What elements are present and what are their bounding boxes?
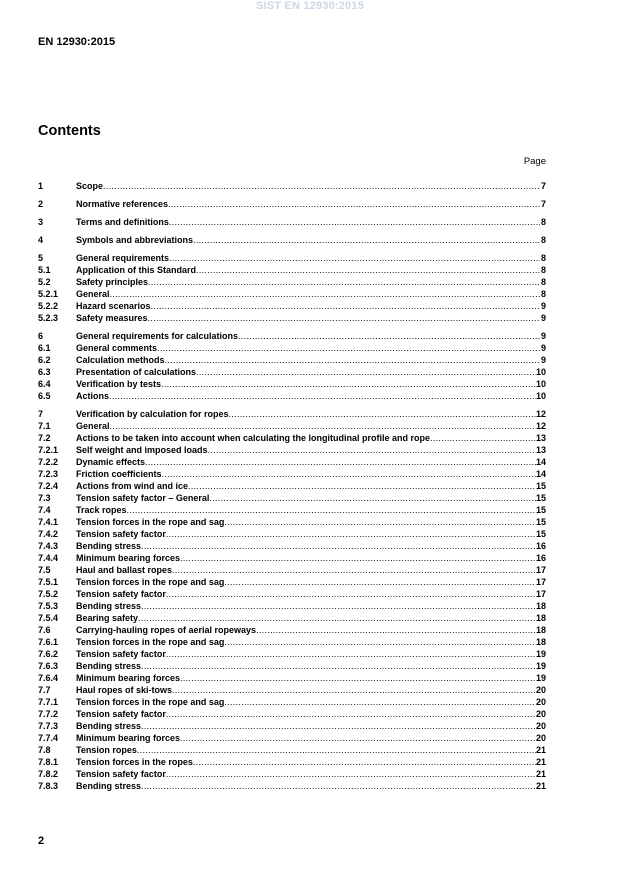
dot-leader — [157, 342, 540, 354]
toc-entry-title-wrap — [76, 420, 536, 432]
dot-leader — [180, 672, 536, 684]
dot-leader — [209, 492, 536, 504]
toc-entry-title: Verification by tests — [76, 379, 162, 389]
dot-leader — [224, 636, 536, 648]
toc-entry-number: 6.1 — [38, 343, 51, 353]
toc-entry-number: 7.2.1 — [38, 445, 59, 455]
toc-entry-title: Tension forces in the rope and sag — [76, 517, 225, 527]
toc-entry-page: 20 — [535, 697, 546, 707]
toc-entry-number: 7.4.3 — [38, 541, 59, 551]
toc-entry[interactable] — [38, 636, 546, 648]
toc-entry-page: 9 — [540, 331, 546, 341]
toc-entry-page: 13 — [535, 433, 546, 443]
toc-entry-page: 21 — [535, 769, 546, 779]
dot-leader — [138, 612, 536, 624]
toc-entry-title-wrap — [76, 684, 536, 696]
dot-leader — [166, 588, 536, 600]
toc-entry-page: 21 — [535, 745, 546, 755]
toc-entry-title: Bending stress — [76, 661, 142, 671]
toc-entry-number: 7.5.4 — [38, 613, 59, 623]
toc-entry-number: 7.2.3 — [38, 469, 59, 479]
toc-entry-title: General requirements — [76, 253, 170, 263]
toc-entry-title: Tension safety factor – General — [76, 493, 210, 503]
dot-leader — [110, 288, 540, 300]
toc-entry[interactable] — [38, 528, 546, 540]
dot-leader — [166, 768, 536, 780]
toc-entry-title: Safety measures — [76, 313, 148, 323]
dot-leader — [166, 648, 536, 660]
toc-entry-number: 7.4.1 — [38, 517, 59, 527]
toc-entry-page: 8 — [540, 277, 546, 287]
toc-entry-title-wrap — [76, 480, 536, 492]
toc-entry-number: 7.8 — [38, 745, 51, 755]
toc-entry-number: 5.2.3 — [38, 313, 59, 323]
toc-entry-title: Application of this Standard — [76, 265, 197, 275]
toc-entry-title: Bending stress — [76, 721, 142, 731]
dot-leader — [256, 624, 536, 636]
toc-entry[interactable] — [38, 576, 546, 588]
toc-entry-title: Safety principles — [76, 277, 149, 287]
toc-entry-page: 20 — [535, 685, 546, 695]
toc-entry-title: General — [76, 289, 110, 299]
toc-entry-page: 8 — [540, 253, 546, 263]
toc-entry[interactable] — [38, 660, 546, 672]
toc-entry-title: Carrying-hauling ropes of aerial ropeways — [76, 625, 257, 635]
toc-entry-title-wrap — [76, 312, 540, 324]
toc-entry-number: 7.8.2 — [38, 769, 59, 779]
toc-entry[interactable] — [38, 354, 546, 366]
toc-entry-number: 5.2.2 — [38, 301, 59, 311]
toc-entry[interactable] — [38, 300, 546, 312]
toc-entry-page: 20 — [535, 733, 546, 743]
toc-entry-page: 8 — [540, 235, 546, 245]
toc-entry-title-wrap — [76, 366, 536, 378]
dot-leader — [141, 600, 536, 612]
dot-leader — [103, 180, 540, 192]
toc-entry-page: 9 — [540, 301, 546, 311]
toc-entry-number: 7.7.2 — [38, 709, 59, 719]
toc-entry-title-wrap — [76, 408, 536, 420]
toc-entry-title-wrap — [76, 588, 536, 600]
toc-entry-title: General — [76, 421, 110, 431]
toc-entry-title: Tension safety factor — [76, 709, 166, 719]
toc-entry[interactable] — [38, 390, 546, 402]
toc-entry-number: 7.4.4 — [38, 553, 59, 563]
toc-entry-title: General comments — [76, 343, 158, 353]
toc-entry-title-wrap — [76, 444, 536, 456]
toc-entry-number: 7 — [38, 409, 44, 419]
page-title: Contents — [38, 123, 101, 139]
toc-entry-title-wrap — [76, 780, 536, 792]
dot-leader — [224, 576, 536, 588]
dot-leader — [141, 720, 536, 732]
toc-entry-number: 7.6.4 — [38, 673, 59, 683]
toc-entry-number: 5.1 — [38, 265, 51, 275]
toc-entry-title-wrap — [76, 528, 536, 540]
toc-entry-title-wrap — [76, 216, 540, 228]
toc-entry-title-wrap — [76, 576, 536, 588]
toc-entry-title-wrap — [76, 504, 536, 516]
toc-entry-title-wrap — [76, 744, 536, 756]
toc-entry[interactable] — [38, 468, 546, 480]
toc-entry-number: 6 — [38, 331, 44, 341]
toc-entry-title-wrap — [76, 330, 540, 342]
toc-entry-title: Tension safety factor — [76, 589, 166, 599]
document-id: EN 12930:2015 — [38, 36, 116, 48]
toc-entry-number: 7.7.1 — [38, 697, 59, 707]
toc-entry-page: 17 — [535, 565, 546, 575]
toc-entry-number: 7.6.1 — [38, 637, 59, 647]
dot-leader — [137, 744, 536, 756]
toc-entry[interactable] — [38, 378, 546, 390]
toc-entry[interactable] — [38, 312, 546, 324]
toc-entry-page: 15 — [535, 481, 546, 491]
toc-entry-number: 5 — [38, 253, 44, 263]
dot-leader — [224, 516, 536, 528]
toc-entry-page: 15 — [535, 493, 546, 503]
toc-entry[interactable] — [38, 342, 546, 354]
toc-entry-title: Tension forces in the rope and sag — [76, 697, 225, 707]
toc-entry-title: Haul ropes of ski-tows — [76, 685, 173, 695]
toc-entry[interactable] — [38, 216, 546, 228]
toc-entry-page: 16 — [535, 541, 546, 551]
dot-leader — [127, 504, 536, 516]
toc-entry-number: 5.2.1 — [38, 289, 59, 299]
dot-leader — [180, 732, 536, 744]
toc-entry-title: Symbols and abbreviations — [76, 235, 194, 245]
dot-leader — [168, 198, 540, 210]
toc-entry[interactable] — [38, 492, 546, 504]
page-number: 2 — [38, 835, 45, 847]
toc-entry-title-wrap — [76, 390, 536, 402]
toc-entry[interactable] — [38, 780, 546, 792]
toc-entry-title: Normative references — [76, 199, 169, 209]
toc-entry-title-wrap — [76, 180, 540, 192]
toc-entry-number: 6.3 — [38, 367, 51, 377]
dot-leader — [109, 390, 536, 402]
toc-entry-page: 14 — [535, 469, 546, 479]
toc-entry[interactable] — [38, 180, 546, 192]
toc-entry-number: 7.1 — [38, 421, 51, 431]
toc-entry-title: Bending stress — [76, 781, 142, 791]
dot-leader — [193, 234, 540, 246]
toc-entry-number: 7.6 — [38, 625, 51, 635]
toc-entry[interactable] — [38, 234, 546, 246]
toc-entry-number: 7.7.4 — [38, 733, 59, 743]
toc-entry-title-wrap — [76, 354, 540, 366]
page-column-header: Page — [523, 156, 546, 167]
toc-entry[interactable] — [38, 432, 546, 444]
toc-entry[interactable] — [38, 672, 546, 684]
toc-entry-number: 7.8.3 — [38, 781, 59, 791]
toc-entry-title-wrap — [76, 768, 536, 780]
toc-entry-title: Calculation methods — [76, 355, 165, 365]
toc-entry[interactable] — [38, 276, 546, 288]
dot-leader — [110, 420, 536, 432]
toc-entry[interactable] — [38, 264, 546, 276]
toc-entry-title-wrap — [76, 540, 536, 552]
toc-entry-number: 7.6.3 — [38, 661, 59, 671]
dot-leader — [141, 780, 536, 792]
dot-leader — [148, 276, 540, 288]
toc-entry-title: Actions — [76, 391, 110, 401]
toc-entry-title: Tension forces in the rope and sag — [76, 637, 225, 647]
toc-entry-title: Presentation of calculations — [76, 367, 197, 377]
toc-entry-title-wrap — [76, 276, 540, 288]
toc-entry-title-wrap — [76, 636, 536, 648]
toc-entry-title: Dynamic effects — [76, 457, 146, 467]
toc-entry-number: 7.2.4 — [38, 481, 59, 491]
toc-entry-page: 18 — [535, 601, 546, 611]
toc-entry[interactable] — [38, 756, 546, 768]
toc-entry-number: 7.5.2 — [38, 589, 59, 599]
toc-entry-number: 7.2 — [38, 433, 51, 443]
dot-leader — [166, 528, 536, 540]
toc-entry-title-wrap — [76, 288, 540, 300]
dot-leader — [430, 432, 536, 444]
toc-entry-title-wrap — [76, 756, 536, 768]
toc-entry-title-wrap — [76, 612, 536, 624]
toc-entry-title: Bearing safety — [76, 613, 139, 623]
toc-entry[interactable] — [38, 552, 546, 564]
toc-entry-title: Tension forces in the ropes — [76, 757, 193, 767]
toc-entry-page: 20 — [535, 709, 546, 719]
toc-entry-page: 9 — [540, 343, 546, 353]
toc-entry[interactable] — [38, 708, 546, 720]
toc-entry-number: 7.8.1 — [38, 757, 59, 767]
toc-entry-title-wrap — [76, 552, 536, 564]
toc-entry-title: Tension ropes — [76, 745, 137, 755]
toc-entry-page: 10 — [535, 367, 546, 377]
toc-entry[interactable] — [38, 456, 546, 468]
toc-entry[interactable] — [38, 744, 546, 756]
toc-entry-title: Scope — [76, 181, 104, 191]
toc-entry-number: 1 — [38, 181, 44, 191]
toc-entry-title: Terms and definitions — [76, 217, 169, 227]
toc-entry[interactable] — [38, 504, 546, 516]
toc-entry-title-wrap — [76, 624, 536, 636]
toc-entry-page: 15 — [535, 529, 546, 539]
toc-entry-title-wrap — [76, 660, 536, 672]
toc-entry[interactable] — [38, 612, 546, 624]
toc-entry-title: Track ropes — [76, 505, 127, 515]
toc-entry-page: 21 — [535, 757, 546, 767]
toc-entry-title-wrap — [76, 600, 536, 612]
dot-leader — [196, 366, 536, 378]
toc-entry-title: Tension safety factor — [76, 649, 166, 659]
toc-entry-page: 18 — [535, 613, 546, 623]
toc-entry-title: Verification by calculation for ropes — [76, 409, 229, 419]
toc-entry-title-wrap — [76, 198, 540, 210]
toc-entry[interactable] — [38, 252, 546, 264]
toc-entry[interactable] — [38, 540, 546, 552]
dot-leader — [238, 330, 540, 342]
toc-entry-title-wrap — [76, 432, 536, 444]
toc-entry-title: Minimum bearing forces — [76, 733, 181, 743]
toc-entry-title-wrap — [76, 696, 536, 708]
toc-entry-page: 8 — [540, 265, 546, 275]
toc-entry-page: 19 — [535, 649, 546, 659]
toc-entry[interactable] — [38, 198, 546, 210]
toc-entry-page: 20 — [535, 721, 546, 731]
dot-leader — [224, 696, 536, 708]
toc-entry-page: 7 — [540, 181, 546, 191]
toc-entry-title: Friction coefficients — [76, 469, 162, 479]
toc-entry[interactable] — [38, 720, 546, 732]
toc-entry-number: 7.5 — [38, 565, 51, 575]
dot-leader — [165, 354, 540, 366]
toc-entry[interactable] — [38, 480, 546, 492]
toc-entry-title: Tension safety factor — [76, 529, 166, 539]
toc-entry-page: 12 — [535, 421, 546, 431]
watermark: SIST EN 12930:2015 — [255, 0, 365, 12]
toc-entry[interactable] — [38, 408, 546, 420]
toc-entry-title: Bending stress — [76, 541, 142, 551]
dot-leader — [166, 708, 536, 720]
dot-leader — [172, 564, 536, 576]
toc-entry-page: 15 — [535, 505, 546, 515]
toc-entry[interactable] — [38, 600, 546, 612]
toc-entry-title: Hazard scenarios — [76, 301, 151, 311]
toc-entry-title-wrap — [76, 732, 536, 744]
toc-entry-page: 9 — [540, 313, 546, 323]
toc-entry-title: Tension forces in the rope and sag — [76, 577, 225, 587]
toc-entry[interactable] — [38, 288, 546, 300]
toc-entry-title-wrap — [76, 468, 536, 480]
toc-entry-title: Tension safety factor — [76, 769, 166, 779]
toc-entry-page: 18 — [535, 625, 546, 635]
toc-entry-title-wrap — [76, 264, 540, 276]
toc-entry-page: 13 — [535, 445, 546, 455]
toc-entry-page: 12 — [535, 409, 546, 419]
toc-entry[interactable] — [38, 444, 546, 456]
toc-entry-page: 17 — [535, 577, 546, 587]
toc-entry-page: 18 — [535, 637, 546, 647]
toc-entry-number: 7.4 — [38, 505, 51, 515]
toc-entry-page: 10 — [535, 391, 546, 401]
toc-entry[interactable] — [38, 732, 546, 744]
dot-leader — [196, 264, 540, 276]
toc-entry-page: 16 — [535, 553, 546, 563]
toc-entry-title-wrap — [76, 456, 536, 468]
toc-entry-title: Actions from wind and ice — [76, 481, 189, 491]
toc-entry-number: 7.2.2 — [38, 457, 59, 467]
dot-leader — [161, 378, 536, 390]
dot-leader — [145, 456, 536, 468]
dot-leader — [162, 468, 536, 480]
toc-entry-title: Self weight and imposed loads — [76, 445, 208, 455]
toc-entry-page: 8 — [540, 289, 546, 299]
toc-entry-title: General requirements for calculations — [76, 331, 239, 341]
toc-entry-title: Minimum bearing forces — [76, 673, 181, 683]
dot-leader — [208, 444, 536, 456]
dot-leader — [141, 660, 536, 672]
toc-entry[interactable] — [38, 684, 546, 696]
toc-entry-title-wrap — [76, 708, 536, 720]
toc-entry[interactable] — [38, 420, 546, 432]
toc-entry[interactable] — [38, 768, 546, 780]
toc-entry-title-wrap — [76, 378, 536, 390]
toc-entry-title: Haul and ballast ropes — [76, 565, 173, 575]
toc-entry-number: 7.6.2 — [38, 649, 59, 659]
toc-entry-title-wrap — [76, 492, 536, 504]
dot-leader — [172, 684, 536, 696]
toc-entry-number: 5.2 — [38, 277, 51, 287]
toc-entry-page: 8 — [540, 217, 546, 227]
table-of-contents — [38, 180, 546, 792]
toc-entry-page: 10 — [535, 379, 546, 389]
toc-entry-title-wrap — [76, 234, 540, 246]
toc-entry-number: 7.7.3 — [38, 721, 59, 731]
toc-entry-title-wrap — [76, 342, 540, 354]
toc-entry[interactable] — [38, 564, 546, 576]
toc-entry-number: 6.5 — [38, 391, 51, 401]
toc-entry[interactable] — [38, 648, 546, 660]
toc-entry-number: 7.4.2 — [38, 529, 59, 539]
dot-leader — [151, 300, 540, 312]
toc-entry-number: 7.5.3 — [38, 601, 59, 611]
dot-leader — [188, 480, 536, 492]
dot-leader — [148, 312, 540, 324]
toc-entry[interactable] — [38, 588, 546, 600]
toc-entry-title: Bending stress — [76, 601, 142, 611]
dot-leader — [180, 552, 536, 564]
toc-entry-title-wrap — [76, 648, 536, 660]
dot-leader — [141, 540, 536, 552]
toc-entry-page: 19 — [535, 661, 546, 671]
toc-entry-title: Minimum bearing forces — [76, 553, 181, 563]
toc-entry[interactable] — [38, 330, 546, 342]
toc-entry[interactable] — [38, 516, 546, 528]
toc-entry-page: 17 — [535, 589, 546, 599]
dot-leader — [169, 216, 540, 228]
toc-entry-title-wrap — [76, 300, 540, 312]
toc-entry-number: 7.3 — [38, 493, 51, 503]
toc-entry-number: 6.4 — [38, 379, 51, 389]
toc-entry[interactable] — [38, 696, 546, 708]
toc-entry-title-wrap — [76, 720, 536, 732]
toc-entry-page: 21 — [535, 781, 546, 791]
toc-entry-page: 19 — [535, 673, 546, 683]
toc-entry-number: 7.7 — [38, 685, 51, 695]
toc-entry-number: 7.5.1 — [38, 577, 59, 587]
dot-leader — [193, 756, 536, 768]
toc-entry[interactable] — [38, 366, 546, 378]
toc-entry-title-wrap — [76, 564, 536, 576]
dot-leader — [169, 252, 540, 264]
toc-entry-number: 4 — [38, 235, 44, 245]
toc-entry-number: 3 — [38, 217, 44, 227]
toc-entry-page: 7 — [540, 199, 546, 209]
toc-entry[interactable] — [38, 624, 546, 636]
toc-entry-title-wrap — [76, 672, 536, 684]
toc-entry-number: 6.2 — [38, 355, 51, 365]
toc-entry-page: 14 — [535, 457, 546, 467]
toc-entry-title-wrap — [76, 516, 536, 528]
toc-entry-page: 15 — [535, 517, 546, 527]
toc-entry-title: Actions to be taken into account when calculating the longitudinal profile and rope — [76, 433, 431, 443]
dot-leader — [229, 408, 536, 420]
toc-entry-title-wrap — [76, 252, 540, 264]
toc-entry-number: 2 — [38, 199, 44, 209]
toc-entry-page: 9 — [540, 355, 546, 365]
